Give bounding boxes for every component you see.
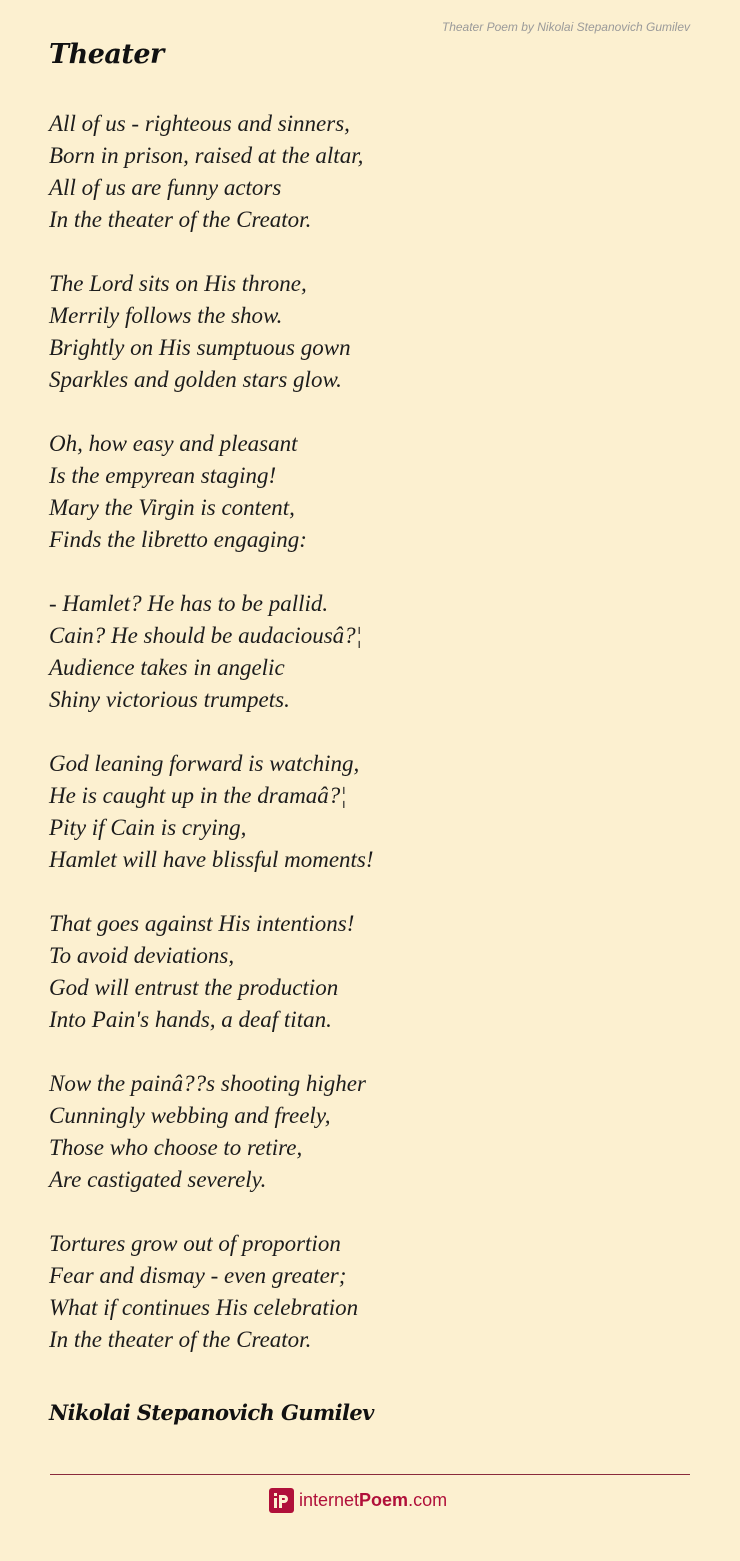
poem-line: Tortures grow out of proportion bbox=[49, 1231, 341, 1256]
poem-line: Mary the Virgin is content, bbox=[49, 495, 295, 520]
stanza bbox=[49, 1068, 689, 1196]
poem-line: Cunningly webbing and freely, bbox=[49, 1103, 331, 1128]
poem-line: Fear and dismay - even greater; bbox=[49, 1263, 347, 1288]
poem-line: That goes against His intentions! bbox=[49, 911, 355, 936]
poem-line: In the theater of the Creator. bbox=[49, 1327, 312, 1352]
ip-logo-icon bbox=[269, 1488, 294, 1513]
logo-text-internet: internet bbox=[299, 1489, 360, 1510]
poem-line: What if continues His celebration bbox=[49, 1295, 359, 1320]
poem-body bbox=[49, 108, 689, 1388]
stanza bbox=[49, 428, 689, 556]
poem-line: All of us are funny actors bbox=[49, 175, 282, 200]
poem-line: All of us - righteous and sinners, bbox=[49, 111, 350, 136]
stanza bbox=[49, 748, 689, 876]
logo-wordmark bbox=[299, 1490, 447, 1511]
poem-line: - Hamlet? He has to be pallid. bbox=[49, 591, 329, 616]
poem-line: In the theater of the Creator. bbox=[49, 207, 312, 232]
logo-text-com: .com bbox=[408, 1489, 448, 1510]
poem-line: The Lord sits on His throne, bbox=[49, 271, 307, 296]
poem-author: Nikolai Stepanovich Gumilev bbox=[49, 1400, 374, 1425]
poem-line: Hamlet will have blissful moments! bbox=[49, 847, 374, 872]
logo-text-poem: Poem bbox=[359, 1489, 409, 1510]
poem-line: Pity if Cain is crying, bbox=[49, 815, 247, 840]
poem-title: Theater bbox=[49, 39, 164, 70]
poem-line: God will entrust the production bbox=[49, 975, 339, 1000]
internetpoem-logo-link[interactable] bbox=[269, 1486, 447, 1514]
poem-line: Finds the libretto engaging: bbox=[49, 527, 307, 552]
poem-line: Now the painâ??s shooting higher bbox=[49, 1071, 366, 1096]
poem-line: God leaning forward is watching, bbox=[49, 751, 360, 776]
poem-line: Shiny victorious trumpets. bbox=[49, 687, 290, 712]
poem-line: He is caught up in the dramaâ?¦ bbox=[49, 783, 347, 808]
stanza bbox=[49, 908, 689, 1036]
poem-line: Those who choose to retire, bbox=[49, 1135, 303, 1160]
poem-line: Is the empyrean staging! bbox=[49, 463, 277, 488]
poem-line: Oh, how easy and pleasant bbox=[49, 431, 298, 456]
footer-divider bbox=[50, 1474, 690, 1475]
poem-line: Born in prison, raised at the altar, bbox=[49, 143, 364, 168]
poem-line: Are castigated severely. bbox=[49, 1167, 267, 1192]
poem-line: Merrily follows the show. bbox=[49, 303, 283, 328]
poem-credit: Theater Poem by Nikolai Stepanovich Gumilev bbox=[441, 20, 690, 34]
stanza bbox=[49, 268, 689, 396]
poem-line: To avoid deviations, bbox=[49, 943, 235, 968]
poem-line: Sparkles and golden stars glow. bbox=[49, 367, 342, 392]
poem-line: Cain? He should be audaciousâ?¦ bbox=[49, 623, 362, 648]
stanza bbox=[49, 588, 689, 716]
poem-line: Brightly on His sumptuous gown bbox=[49, 335, 351, 360]
stanza bbox=[49, 1228, 689, 1356]
poem-line: Audience takes in angelic bbox=[49, 655, 285, 680]
poem-line: Into Pain's hands, a deaf titan. bbox=[49, 1007, 332, 1032]
stanza bbox=[49, 108, 689, 236]
